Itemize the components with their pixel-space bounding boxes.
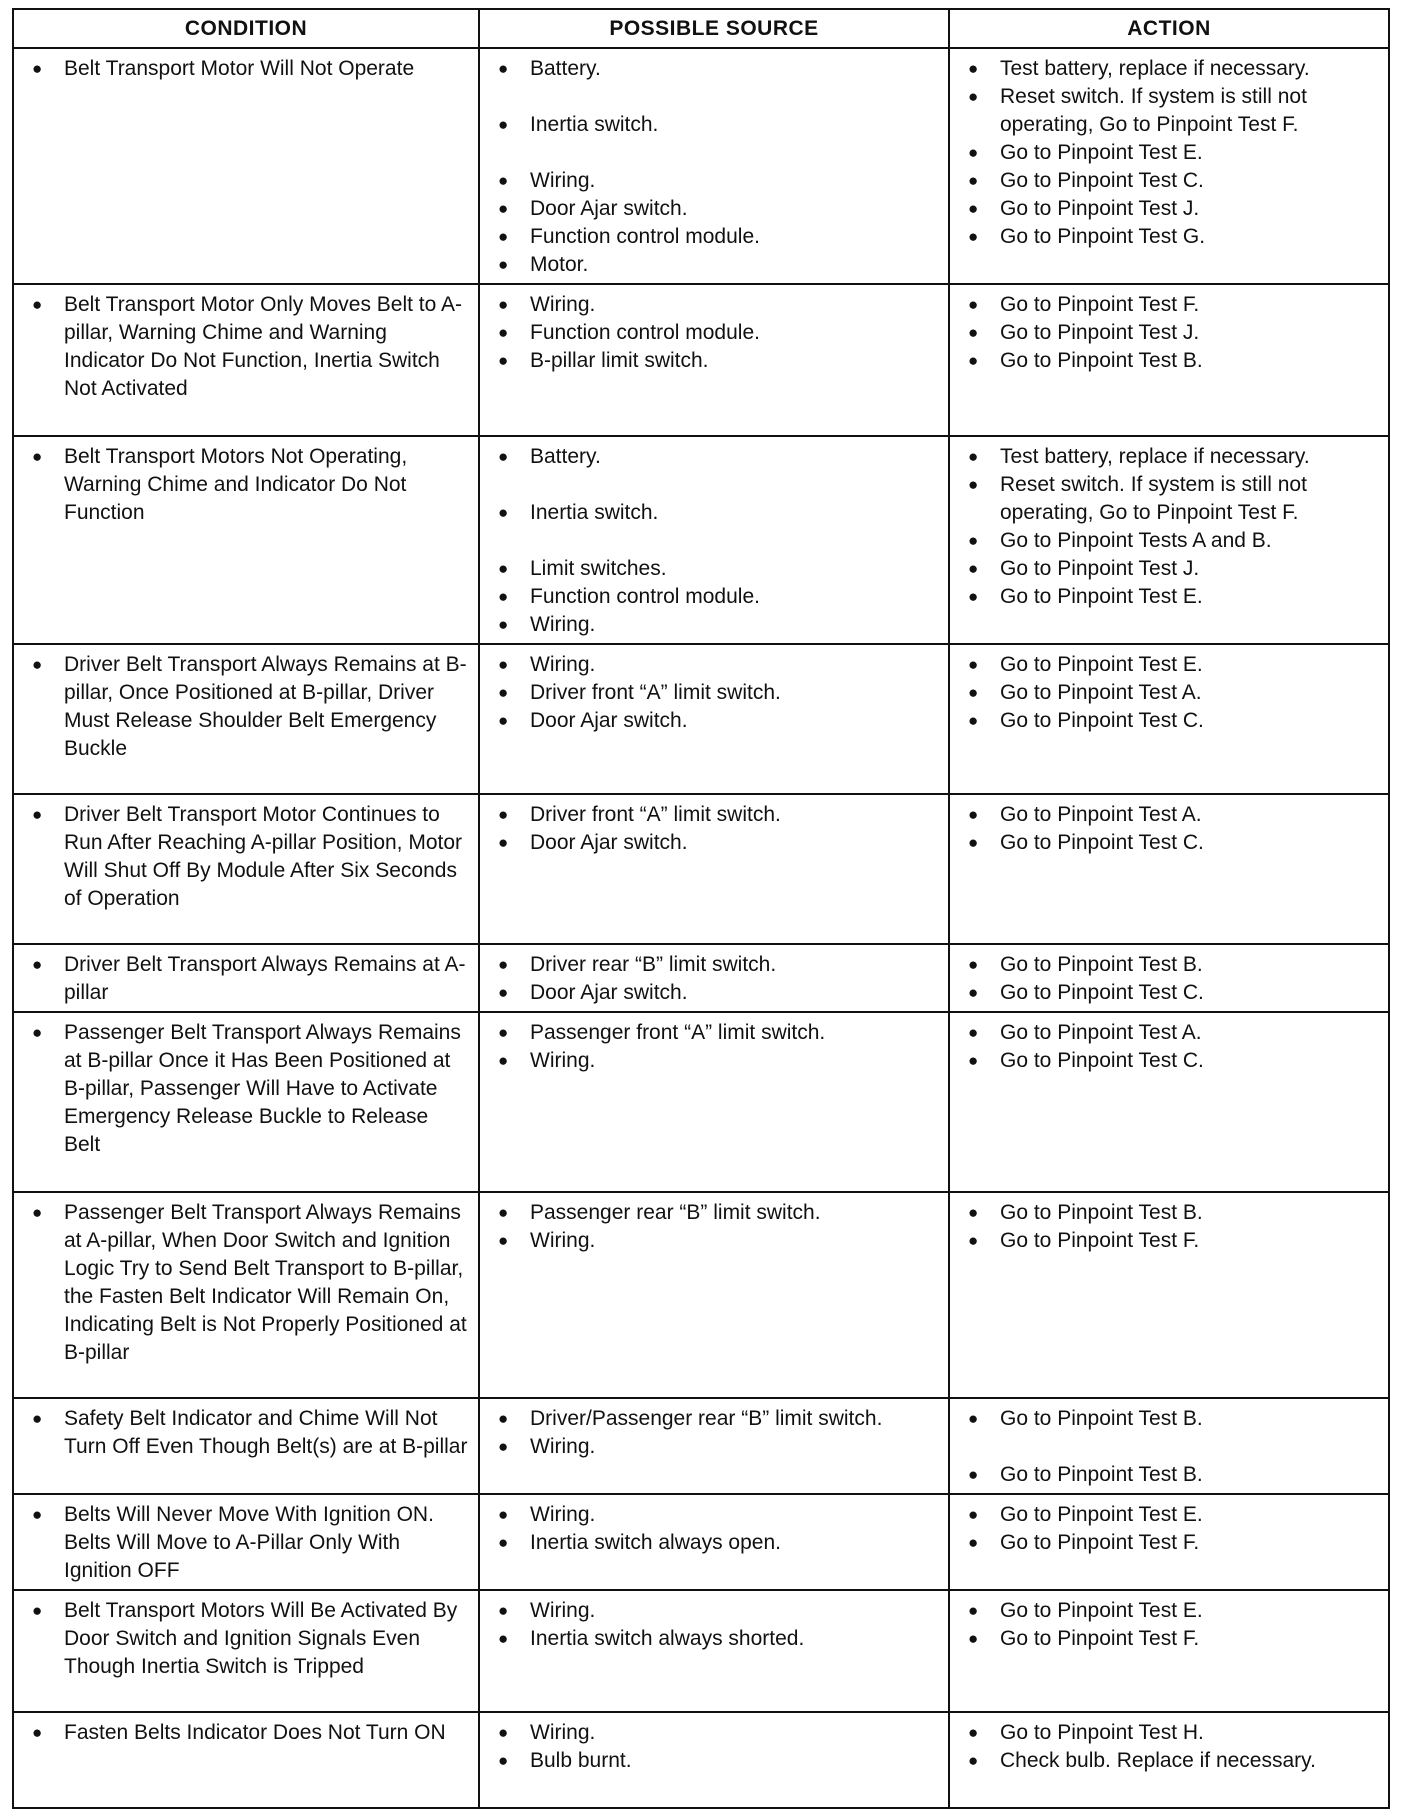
condition-cell xyxy=(13,1398,479,1494)
table-row xyxy=(13,794,1389,944)
source-cell xyxy=(479,1012,949,1192)
action-cell xyxy=(949,1494,1389,1590)
condition-cell xyxy=(13,1712,479,1808)
source-item: ● Function control module. xyxy=(492,319,940,347)
source-item: ● Inertia switch always shorted. xyxy=(492,1625,940,1653)
action-item: ● Reset switch. If system is still not operating, Go to Pinpoint Test F. xyxy=(962,83,1380,139)
action-item: ● Go to Pinpoint Test A. xyxy=(962,1019,1380,1047)
action-item: ● Go to Pinpoint Test J. xyxy=(962,195,1380,223)
action-item: ● Go to Pinpoint Test B. xyxy=(962,1405,1380,1433)
action-item: ● Go to Pinpoint Test F. xyxy=(962,291,1380,319)
action-item: ● Go to Pinpoint Test G. xyxy=(962,223,1380,251)
source-item: ● Wiring. xyxy=(492,1597,940,1625)
action-item: ● Go to Pinpoint Test J. xyxy=(962,319,1380,347)
source-item: ● Door Ajar switch. xyxy=(492,195,940,223)
source-item: ● Battery. xyxy=(492,55,940,83)
action-item: ● Go to Pinpoint Test C. xyxy=(962,829,1380,857)
action-cell xyxy=(949,48,1389,284)
action-item: ● Reset switch. If system is still not operating, Go to Pinpoint Test F. xyxy=(962,471,1380,527)
condition-text: ● Driver Belt Transport Always Remains at B-pillar, Once Positioned at B-pillar, Driver Must Release Shoulder Belt Emergency Buckle xyxy=(26,651,470,763)
source-cell xyxy=(479,436,949,644)
source-item: ● Driver rear “B” limit switch. xyxy=(492,951,940,979)
condition-text: ● Driver Belt Transport Motor Continues to Run After Reaching A-pillar Position, Motor Will Shut Off By Module After Six Seconds of Operation xyxy=(26,801,470,913)
source-cell xyxy=(479,1494,949,1590)
source-cell xyxy=(479,48,949,284)
source-cell xyxy=(479,644,949,794)
action-cell xyxy=(949,1012,1389,1192)
condition-cell xyxy=(13,1590,479,1712)
table-row xyxy=(13,644,1389,794)
condition-cell xyxy=(13,644,479,794)
action-cell xyxy=(949,1192,1389,1398)
condition-cell xyxy=(13,1012,479,1192)
source-item: ● Inertia switch always open. xyxy=(492,1529,940,1557)
condition-cell xyxy=(13,48,479,284)
action-item: ● Go to Pinpoint Test E. xyxy=(962,1501,1380,1529)
table-row xyxy=(13,1398,1389,1494)
source-item: ● Wiring. xyxy=(492,611,940,639)
condition-cell xyxy=(13,1192,479,1398)
table-row xyxy=(13,1012,1389,1192)
action-item: ● Go to Pinpoint Test E. xyxy=(962,139,1380,167)
source-item: ● Inertia switch. xyxy=(492,499,940,527)
action-item: ● Test battery, replace if necessary. xyxy=(962,55,1380,83)
diagnosis-table xyxy=(12,8,1390,1809)
action-item: ● Go to Pinpoint Test J. xyxy=(962,555,1380,583)
condition-cell xyxy=(13,284,479,436)
action-item: ● Go to Pinpoint Test C. xyxy=(962,979,1380,1007)
source-item: ● Driver front “A” limit switch. xyxy=(492,679,940,707)
action-cell xyxy=(949,944,1389,1012)
source-item: ● Door Ajar switch. xyxy=(492,979,940,1007)
action-item: ● Go to Pinpoint Test F. xyxy=(962,1529,1380,1557)
source-item: ● Battery. xyxy=(492,443,940,471)
action-cell xyxy=(949,1590,1389,1712)
table-row xyxy=(13,1712,1389,1808)
source-item: ● Door Ajar switch. xyxy=(492,829,940,857)
source-cell xyxy=(479,944,949,1012)
source-item: ● Motor. xyxy=(492,251,940,279)
source-item: ● Limit switches. xyxy=(492,555,940,583)
source-item: ● Wiring. xyxy=(492,167,940,195)
condition-text: ● Belts Will Never Move With Ignition ON. Belts Will Move to A-Pillar Only With Ignition OFF xyxy=(26,1501,470,1585)
action-item: ● Go to Pinpoint Test C. xyxy=(962,707,1380,735)
condition-header: CONDITION xyxy=(13,9,479,48)
source-cell xyxy=(479,1192,949,1398)
table-row xyxy=(13,1590,1389,1712)
source-cell xyxy=(479,1398,949,1494)
action-cell xyxy=(949,284,1389,436)
source-item: ● Wiring. xyxy=(492,1433,940,1461)
action-item: ● Go to Pinpoint Test F. xyxy=(962,1625,1380,1653)
condition-text: ● Fasten Belts Indicator Does Not Turn ON xyxy=(26,1719,470,1747)
condition-text: ● Belt Transport Motor Only Moves Belt to A-pillar, Warning Chime and Warning Indicator Do Not Function, Inertia Switch Not Activated xyxy=(26,291,470,403)
source-item: ● Inertia switch. xyxy=(492,111,940,139)
condition-cell xyxy=(13,1494,479,1590)
table-row xyxy=(13,48,1389,284)
condition-text: ● Passenger Belt Transport Always Remains at A-pillar, When Door Switch and Ignition Logic Try to Send Belt Transport to B-pillar, the Fasten Belt Indicator Will Remain On, Indicating Belt is Not Properly Positioned at B-pillar xyxy=(26,1199,470,1367)
header-row xyxy=(13,9,1389,48)
condition-text: ● Belt Transport Motor Will Not Operate xyxy=(26,55,470,83)
source-item: ● Wiring. xyxy=(492,291,940,319)
action-item: ● Go to Pinpoint Tests A and B. xyxy=(962,527,1380,555)
condition-text: ● Safety Belt Indicator and Chime Will Not Turn Off Even Though Belt(s) are at B-pillar xyxy=(26,1405,470,1461)
table-row xyxy=(13,1192,1389,1398)
action-item: ● Go to Pinpoint Test B. xyxy=(962,1199,1380,1227)
action-item: ● Go to Pinpoint Test F. xyxy=(962,1227,1380,1255)
condition-cell xyxy=(13,436,479,644)
action-item: ● Go to Pinpoint Test A. xyxy=(962,801,1380,829)
action-item: ● Go to Pinpoint Test C. xyxy=(962,1047,1380,1075)
source-cell xyxy=(479,1712,949,1808)
action-item: ● Go to Pinpoint Test C. xyxy=(962,167,1380,195)
condition-text: ● Belt Transport Motors Not Operating, Warning Chime and Indicator Do Not Function xyxy=(26,443,470,527)
source-item: ● Wiring. xyxy=(492,1227,940,1255)
condition-cell xyxy=(13,944,479,1012)
source-item: ● Function control module. xyxy=(492,583,940,611)
source-item: ● Passenger rear “B” limit switch. xyxy=(492,1199,940,1227)
action-item: ● Go to Pinpoint Test B. xyxy=(962,951,1380,979)
source-item: ● Bulb burnt. xyxy=(492,1747,940,1775)
source-item: ● Driver/Passenger rear “B” limit switch. xyxy=(492,1405,940,1433)
condition-text: ● Passenger Belt Transport Always Remains at B-pillar Once it Has Been Positioned at B-pillar, Passenger Will Have to Activate Emergency Release Buckle to Release Belt xyxy=(26,1019,470,1159)
action-item: ● Go to Pinpoint Test A. xyxy=(962,679,1380,707)
action-cell xyxy=(949,1398,1389,1494)
table-row xyxy=(13,436,1389,644)
source-item: ● Door Ajar switch. xyxy=(492,707,940,735)
action-cell xyxy=(949,794,1389,944)
source-cell xyxy=(479,1590,949,1712)
table-row xyxy=(13,944,1389,1012)
action-item: ● Go to Pinpoint Test B. xyxy=(962,1461,1380,1489)
source-item: ● Driver front “A” limit switch. xyxy=(492,801,940,829)
action-cell xyxy=(949,436,1389,644)
action-item: ● Go to Pinpoint Test E. xyxy=(962,1597,1380,1625)
action-header: ACTION xyxy=(949,9,1389,48)
source-item: ● B-pillar limit switch. xyxy=(492,347,940,375)
source-cell xyxy=(479,284,949,436)
action-item: ● Go to Pinpoint Test E. xyxy=(962,651,1380,679)
table-row xyxy=(13,1494,1389,1590)
action-item: ● Check bulb. Replace if necessary. xyxy=(962,1747,1380,1775)
source-item: ● Wiring. xyxy=(492,1719,940,1747)
source-item: ● Wiring. xyxy=(492,1047,940,1075)
possible-source-header: POSSIBLE SOURCE xyxy=(479,9,949,48)
action-item: ● Go to Pinpoint Test E. xyxy=(962,583,1380,611)
condition-text: ● Belt Transport Motors Will Be Activated By Door Switch and Ignition Signals Even Though Inertia Switch is Tripped xyxy=(26,1597,470,1681)
source-item: ● Wiring. xyxy=(492,1501,940,1529)
action-item: ● Go to Pinpoint Test B. xyxy=(962,347,1380,375)
source-cell xyxy=(479,794,949,944)
source-item: ● Passenger front “A” limit switch. xyxy=(492,1019,940,1047)
action-item: ● Go to Pinpoint Test H. xyxy=(962,1719,1380,1747)
condition-cell xyxy=(13,794,479,944)
source-item: ● Function control module. xyxy=(492,223,940,251)
action-cell xyxy=(949,1712,1389,1808)
table-row xyxy=(13,284,1389,436)
source-item: ● Wiring. xyxy=(492,651,940,679)
action-item: ● Test battery, replace if necessary. xyxy=(962,443,1380,471)
condition-text: ● Driver Belt Transport Always Remains at A-pillar xyxy=(26,951,470,1007)
action-cell xyxy=(949,644,1389,794)
